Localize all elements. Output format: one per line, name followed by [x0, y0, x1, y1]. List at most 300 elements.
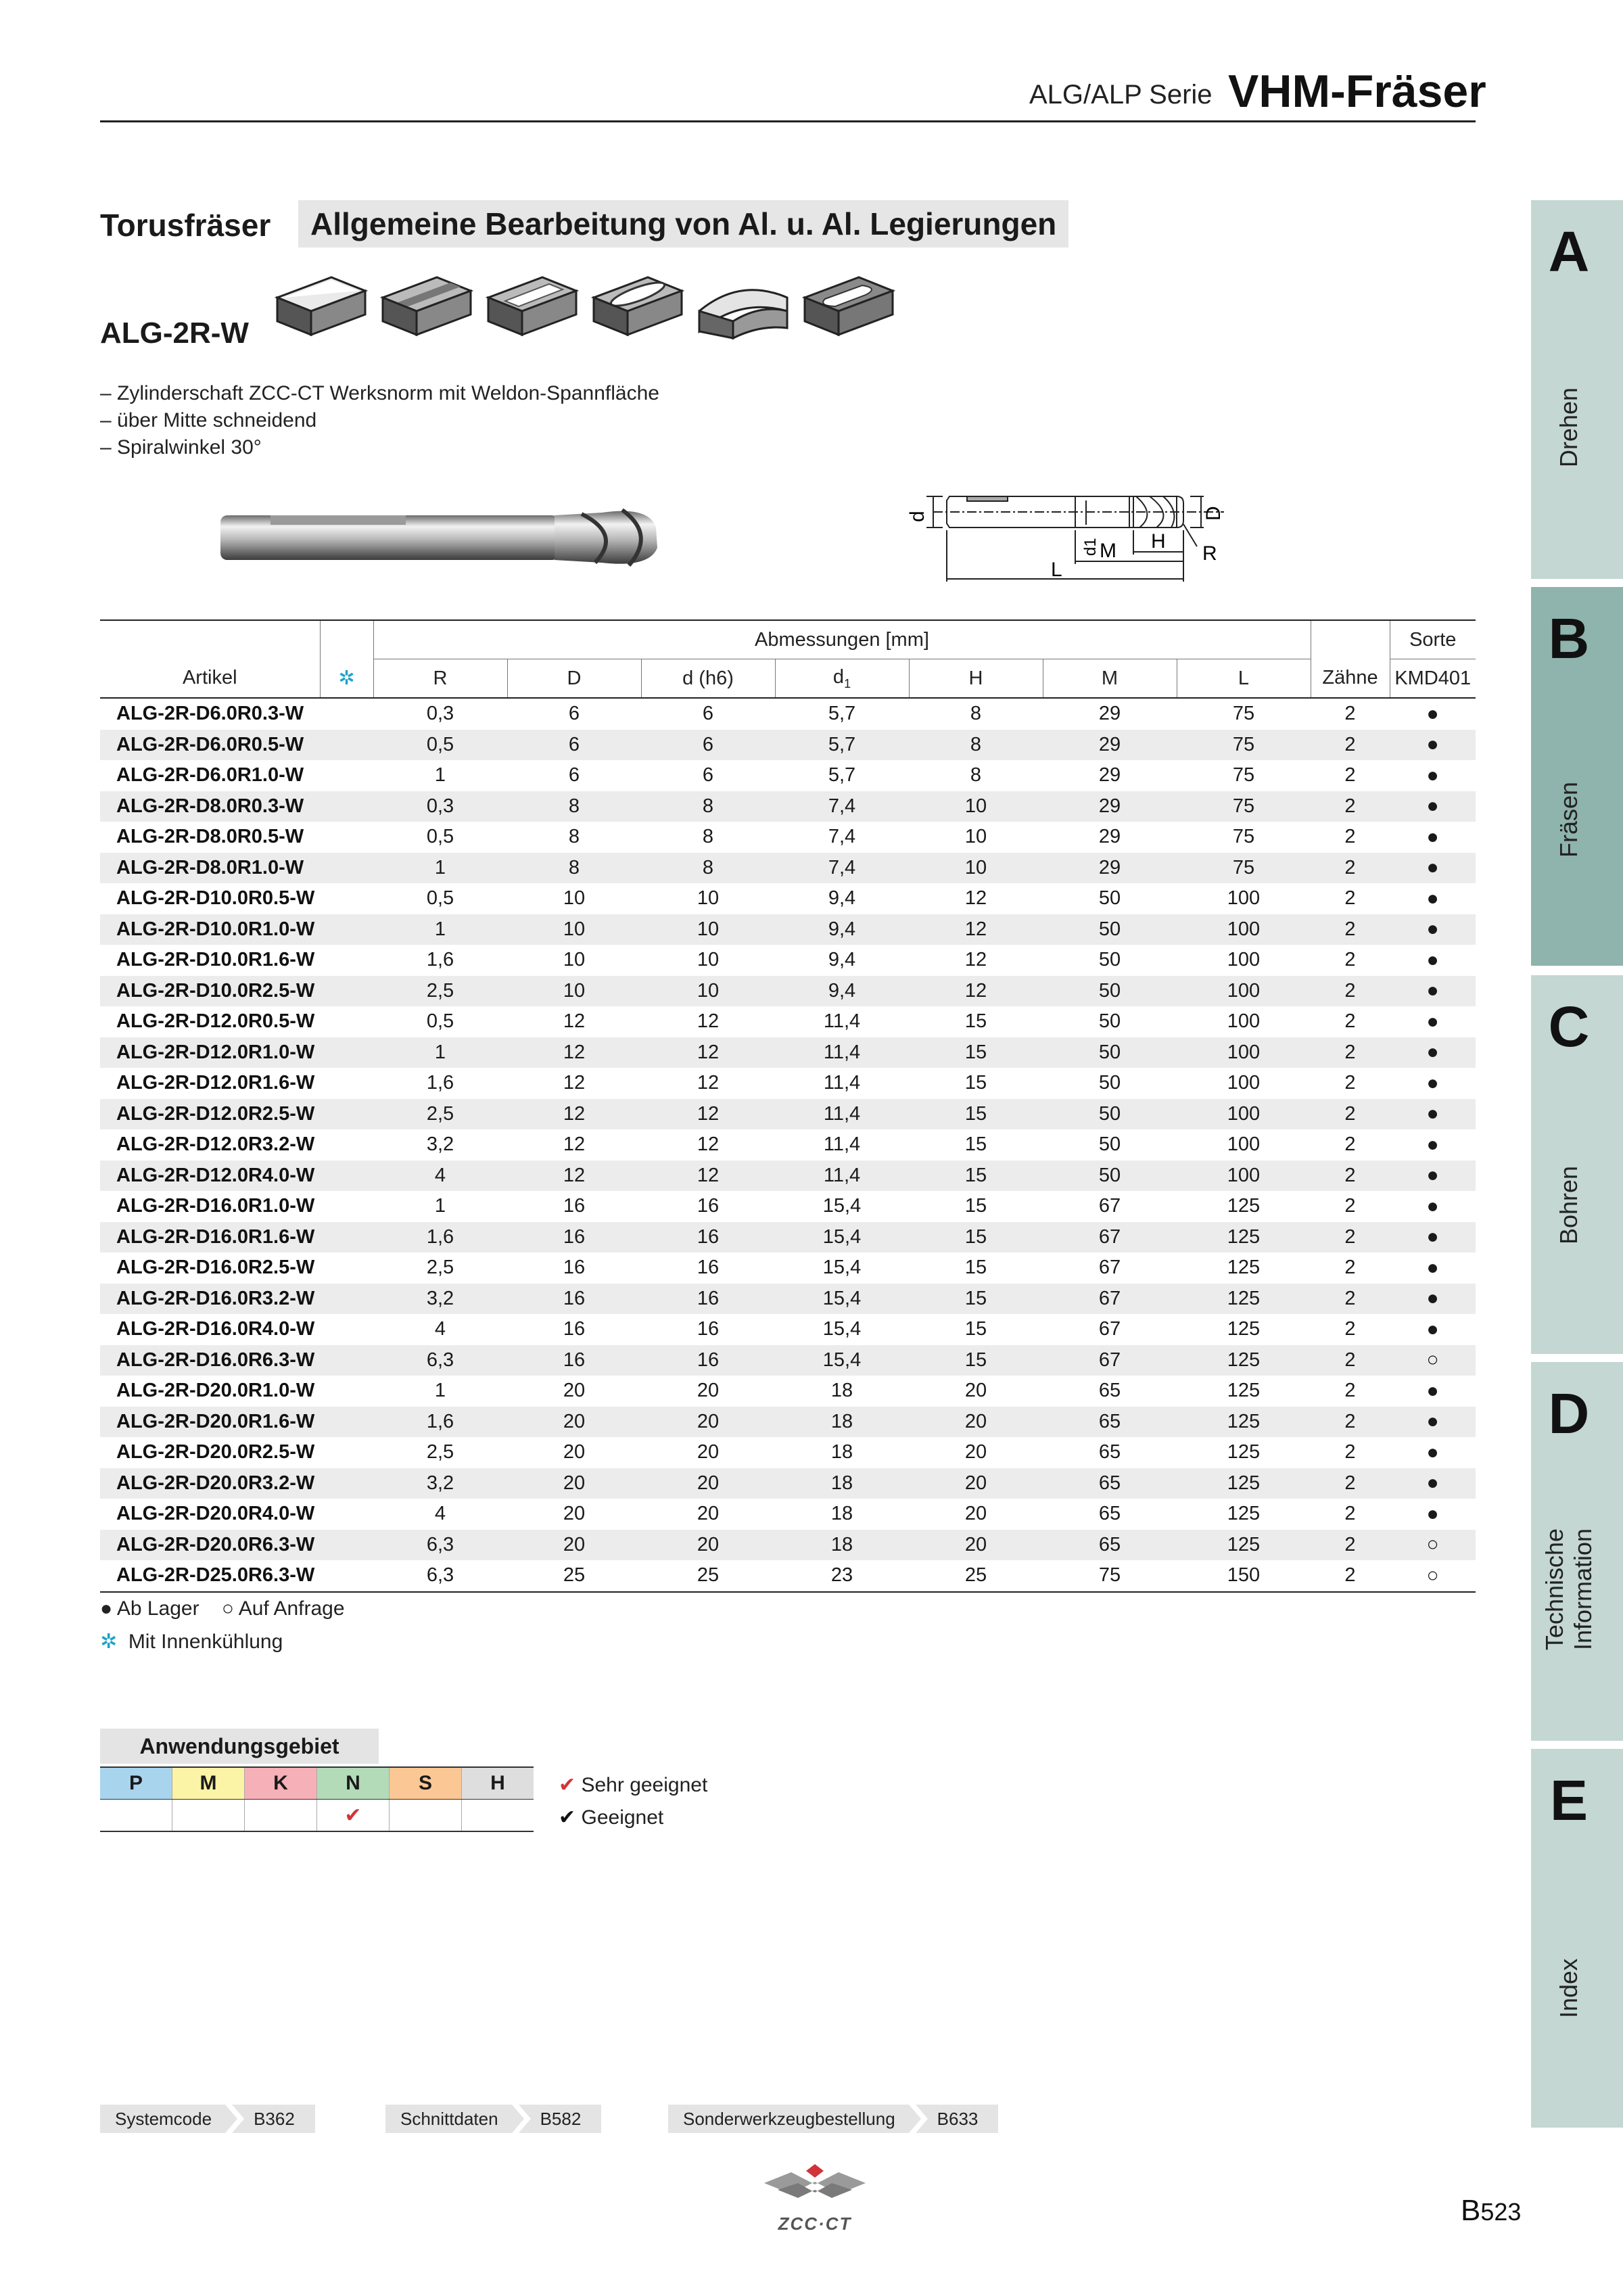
article-code: ALG-2R-D6.0R0.5-W: [100, 730, 320, 761]
column-header-artikel: Artikel: [100, 659, 320, 699]
cell-l: 100: [1177, 1037, 1311, 1069]
cooling-legend: [100, 1630, 283, 1654]
header-spacer: [100, 620, 320, 659]
request-circle-icon: ○: [221, 1597, 235, 1620]
cell-m: 65: [1098, 1441, 1121, 1463]
cell-stock: ●: [1426, 764, 1439, 787]
cell-z: 2: [1344, 826, 1356, 848]
cell-d1: 5,7: [775, 730, 909, 761]
cell-d: 16: [697, 1195, 720, 1217]
ref-sonderwerkzeug[interactable]: [668, 2105, 998, 2133]
cell-h: 10: [909, 791, 1043, 822]
section-subtitle: Allgemeine Bearbeitung von Al. u. Al. Legierungen: [298, 200, 1068, 248]
cell-d: 12: [507, 1161, 641, 1192]
cell-r: 6,3: [373, 1560, 507, 1592]
cell-d1: 18: [775, 1468, 909, 1499]
cell-z: 2: [1311, 1407, 1390, 1438]
cell-d1: 7,4: [775, 853, 909, 884]
product-code: ALG-2R-W: [100, 317, 249, 350]
coolant-cell: [320, 1499, 373, 1530]
cell-r: 2,5: [426, 1441, 454, 1463]
cell-l: 75: [1232, 764, 1255, 787]
article-code: ALG-2R-D16.0R4.0-W: [116, 1318, 315, 1340]
header-rule: [100, 120, 1476, 122]
spec-table-body: [100, 698, 1476, 1592]
table-row: [100, 1099, 1476, 1130]
cell-d1: 15,4: [775, 1345, 909, 1376]
article-code: ALG-2R-D25.0R6.3-W: [100, 1560, 320, 1592]
table-row: [100, 822, 1476, 853]
cell-l: 100: [1177, 1161, 1311, 1192]
tab-label: Drehen: [1555, 387, 1582, 468]
cell-h: 12: [964, 887, 987, 910]
coolant-cell: [320, 1560, 373, 1592]
ref-schnittdaten[interactable]: [385, 2105, 601, 2133]
cell-stock: ●: [1390, 730, 1476, 761]
red-check-icon: ✔: [559, 1774, 576, 1796]
article-code: ALG-2R-D20.0R4.0-W: [116, 1503, 315, 1525]
cell-d: 8: [641, 791, 775, 822]
cell-l: 125: [1227, 1318, 1261, 1340]
cell-stock: ●: [1390, 1284, 1476, 1315]
tab-bohren[interactable]: [1531, 975, 1623, 1354]
cell-d: 8: [702, 826, 714, 848]
cell-d1: 9,4: [775, 914, 909, 945]
cell-d1: 15,4: [822, 1195, 862, 1217]
cell-r: 0,5: [426, 1010, 454, 1033]
spec-table: [100, 619, 1476, 1593]
cell-l: 125: [1177, 1530, 1311, 1561]
cell-m: 50: [1098, 1072, 1121, 1094]
table-row: [100, 1530, 1476, 1561]
cell-d: 8: [641, 853, 775, 884]
article-code: ALG-2R-D16.0R1.0-W: [116, 1195, 315, 1217]
cell-d: 6: [641, 730, 775, 761]
feature-list: [100, 380, 659, 461]
table-row: [100, 1407, 1476, 1438]
material-group-h: H: [462, 1767, 534, 1800]
cell-h: 8: [970, 703, 982, 725]
header-dimensions: Abmessungen [mm]: [373, 620, 1311, 659]
cell-h: 15: [964, 1318, 987, 1340]
cell-d: 16: [563, 1257, 586, 1279]
tab-label: Bohren: [1555, 1165, 1582, 1245]
article-code: ALG-2R-D16.0R2.5-W: [116, 1257, 315, 1279]
cell-d: 12: [641, 1099, 775, 1130]
zcc-ct-logo: [757, 2163, 872, 2234]
table-row: [100, 853, 1476, 884]
cell-h: 8: [970, 764, 982, 787]
article-code: ALG-2R-D12.0R0.5-W: [116, 1010, 315, 1033]
tab-technische-information[interactable]: [1531, 1362, 1623, 1741]
cell-d: 16: [507, 1284, 641, 1315]
cell-m: 29: [1098, 764, 1121, 787]
suitability-n: ✔: [317, 1800, 390, 1832]
page-section-letter: B: [1461, 2194, 1481, 2227]
cell-d: 20: [697, 1441, 720, 1463]
tab-drehen[interactable]: [1531, 200, 1623, 579]
cell-d: 12: [697, 1133, 720, 1156]
cell-d1: 9,4: [828, 949, 856, 971]
table-row: [100, 791, 1476, 822]
dim-label-l: L: [1051, 559, 1062, 581]
cell-r: 3,2: [373, 1468, 507, 1499]
coolant-cell: [320, 976, 373, 1007]
cell-r: 0,3: [426, 703, 454, 725]
cell-h: 10: [964, 826, 987, 848]
cell-d: 10: [507, 914, 641, 945]
page-number-value: 523: [1480, 2198, 1522, 2226]
cell-stock: ●: [1390, 914, 1476, 945]
tab-label: Fräsen: [1555, 781, 1582, 858]
table-row: [100, 1345, 1476, 1376]
coolant-cell: [320, 1284, 373, 1315]
cell-d: 6: [702, 703, 714, 725]
cell-h: 15: [909, 1161, 1043, 1192]
cell-d: 16: [563, 1195, 586, 1217]
cell-z: 2: [1344, 1503, 1356, 1525]
cell-d: 20: [641, 1530, 775, 1561]
cell-m: 50: [1043, 976, 1177, 1007]
cell-stock: ●: [1426, 1133, 1439, 1156]
dim-label-h: H: [1151, 530, 1166, 553]
cell-l: 100: [1177, 1099, 1311, 1130]
cell-z: 2: [1311, 976, 1390, 1007]
legend-suitable-label: Geeignet: [581, 1806, 664, 1829]
cell-stock: ●: [1390, 791, 1476, 822]
article-code: ALG-2R-D20.0R6.3-W: [100, 1530, 320, 1561]
coolant-cell: [320, 760, 373, 791]
cell-d: 12: [507, 1037, 641, 1069]
cell-z: 2: [1344, 1195, 1356, 1217]
cell-h: 20: [909, 1407, 1043, 1438]
ref-label: Schnittdaten: [400, 2108, 498, 2129]
cell-d1: 11,4: [775, 1037, 909, 1069]
table-row: [100, 914, 1476, 945]
cell-r: 1: [434, 1380, 446, 1402]
cell-d: 16: [507, 1222, 641, 1253]
table-row: [100, 1161, 1476, 1192]
cell-d1: 23: [775, 1560, 909, 1592]
shape-slot-icon: [481, 271, 583, 352]
cell-h: 12: [909, 976, 1043, 1007]
cell-h: 15: [964, 1072, 987, 1094]
page-number: [1461, 2194, 1521, 2228]
dim-label-m: M: [1100, 540, 1116, 562]
tab-letter: C: [1548, 995, 1590, 1058]
cell-m: 65: [1043, 1468, 1177, 1499]
cell-d: 12: [641, 1037, 775, 1069]
cell-d: 16: [697, 1257, 720, 1279]
cell-z: 2: [1311, 1222, 1390, 1253]
cell-stock: ○: [1390, 1530, 1476, 1561]
coolant-cell: [320, 1191, 373, 1222]
chevron-right-icon: [909, 2105, 928, 2133]
cell-m: 67: [1098, 1318, 1121, 1340]
cell-r: 6,3: [373, 1345, 507, 1376]
cell-d: 10: [697, 949, 720, 971]
ref-page: B582: [540, 2108, 582, 2129]
cell-z: 2: [1344, 1318, 1356, 1340]
cell-d1: 18: [830, 1503, 853, 1525]
cell-l: 125: [1227, 1380, 1261, 1402]
cell-stock: ●: [1390, 976, 1476, 1007]
cell-d: 10: [563, 887, 586, 910]
chevron-right-icon: [225, 2105, 244, 2133]
coolant-cell: [320, 945, 373, 976]
coolant-cell: [320, 883, 373, 914]
header-spacer: [320, 620, 373, 659]
cell-z: 2: [1344, 1133, 1356, 1156]
article-code: ALG-2R-D16.0R6.3-W: [100, 1345, 320, 1376]
chevron-right-icon: [512, 2105, 531, 2133]
cell-d1: 15,4: [822, 1257, 862, 1279]
cell-l: 125: [1227, 1503, 1261, 1525]
cell-l: 125: [1177, 1407, 1311, 1438]
cell-h: 15: [964, 1257, 987, 1279]
cell-r: 2,5: [373, 976, 507, 1007]
cell-stock: ●: [1390, 853, 1476, 884]
shape-pocket-icon: [587, 271, 688, 352]
cooling-legend-label: Mit Innenkühlung: [128, 1631, 283, 1653]
material-group-n: N: [317, 1767, 390, 1800]
cell-stock: ●: [1426, 1502, 1439, 1525]
article-code: ALG-2R-D20.0R2.5-W: [116, 1441, 315, 1463]
application-table: [100, 1766, 534, 1832]
table-row: [100, 1376, 1476, 1407]
cell-stock: ●: [1390, 1407, 1476, 1438]
cell-d: 8: [507, 791, 641, 822]
dim-label-d1: d1: [1081, 538, 1100, 556]
request-legend-label: Auf Anfrage: [238, 1597, 345, 1620]
cell-h: 20: [964, 1441, 987, 1463]
cell-stock: ●: [1426, 1379, 1439, 1402]
cell-m: 29: [1043, 853, 1177, 884]
cell-r: 1: [434, 1195, 446, 1217]
article-code: ALG-2R-D10.0R1.0-W: [100, 914, 320, 945]
cell-m: 50: [1043, 1161, 1177, 1192]
cell-z: 2: [1344, 703, 1356, 725]
coolant-cell: [320, 1407, 373, 1438]
tool-photo-image: [216, 500, 663, 575]
cell-l: 75: [1177, 791, 1311, 822]
table-row: [100, 1560, 1476, 1592]
article-code: ALG-2R-D6.0R1.0-W: [116, 764, 304, 787]
cell-m: 50: [1098, 887, 1121, 910]
cell-r: 3,2: [373, 1284, 507, 1315]
table-row: [100, 1437, 1476, 1468]
coolant-cell: [320, 1161, 373, 1192]
ref-page: B362: [254, 2108, 295, 2129]
cell-z: 2: [1344, 949, 1356, 971]
material-group-m: M: [172, 1767, 245, 1800]
page-title: VHM-Fräser: [1228, 66, 1486, 117]
table-row: [100, 1037, 1476, 1069]
coolant-legend-icon: ✲: [100, 1631, 118, 1653]
cell-l: 75: [1177, 853, 1311, 884]
cell-z: 2: [1344, 1257, 1356, 1279]
cell-stock: ●: [1390, 1468, 1476, 1499]
cell-d: 6: [702, 764, 714, 787]
cell-h: 15: [909, 1037, 1043, 1069]
column-header-r: R: [373, 659, 507, 699]
cell-l: 100: [1227, 1010, 1261, 1033]
shape-block-icon: [270, 271, 372, 352]
cell-m: 67: [1043, 1222, 1177, 1253]
cell-stock: ●: [1390, 1222, 1476, 1253]
application-title: Anwendungsgebiet: [100, 1729, 379, 1764]
coolant-cell: [320, 1037, 373, 1069]
cell-r: 4: [434, 1503, 446, 1525]
cell-r: 1,6: [373, 1222, 507, 1253]
cell-stock: ●: [1390, 1099, 1476, 1130]
cell-d: 12: [507, 1099, 641, 1130]
cell-l: 125: [1177, 1345, 1311, 1376]
cell-l: 125: [1177, 1222, 1311, 1253]
shape-step-icon: [376, 271, 477, 352]
cell-h: 15: [909, 1345, 1043, 1376]
feature-item: – über Mitte schneidend: [100, 409, 317, 431]
cell-d: 20: [507, 1407, 641, 1438]
tab-index[interactable]: [1531, 1749, 1623, 2128]
coolant-cell: [320, 730, 373, 761]
ref-page: B633: [937, 2108, 979, 2129]
cell-d1: 7,4: [775, 791, 909, 822]
column-header-d-shank: d (h6): [641, 659, 775, 699]
cell-stock: ●: [1426, 825, 1439, 848]
ref-systemcode[interactable]: [100, 2105, 315, 2133]
cell-d1: 5,7: [828, 764, 856, 787]
article-code: ALG-2R-D10.0R0.5-W: [116, 887, 315, 910]
d1-symbol: d: [832, 665, 845, 688]
cell-h: 10: [909, 853, 1043, 884]
cell-d: 16: [563, 1318, 586, 1340]
article-code: ALG-2R-D12.0R3.2-W: [116, 1133, 315, 1156]
cell-z: 2: [1311, 1284, 1390, 1315]
suitability-p: [100, 1800, 172, 1832]
column-header-h: H: [909, 659, 1043, 699]
coolant-cell: [320, 1129, 373, 1161]
table-row: [100, 1129, 1476, 1161]
cell-m: 50: [1043, 914, 1177, 945]
column-header-d-outer: D: [507, 659, 641, 699]
cell-stock: ●: [1426, 702, 1439, 725]
cell-r: 0,5: [373, 730, 507, 761]
cell-m: 67: [1098, 1257, 1121, 1279]
cell-stock: ●: [1426, 1071, 1439, 1094]
cell-d: 16: [641, 1222, 775, 1253]
cell-d1: 18: [830, 1380, 853, 1402]
stock-legend: [100, 1597, 345, 1620]
article-code: ALG-2R-D8.0R0.3-W: [100, 791, 320, 822]
cell-d: 16: [507, 1345, 641, 1376]
feature-item: – Spiralwinkel 30°: [100, 436, 262, 459]
table-row: [100, 1222, 1476, 1253]
article-code: ALG-2R-D12.0R4.0-W: [100, 1161, 320, 1192]
cell-l: 100: [1177, 914, 1311, 945]
cell-l: 100: [1227, 1072, 1261, 1094]
table-row: [100, 1252, 1476, 1284]
cell-d1: 7,4: [828, 826, 856, 848]
suitability-h: [462, 1800, 534, 1832]
article-code: ALG-2R-D20.0R1.0-W: [116, 1380, 315, 1402]
tab-label: Index: [1555, 1958, 1582, 2019]
cell-d: 20: [563, 1380, 586, 1402]
cell-d: 12: [563, 1010, 586, 1033]
cell-d1: 9,4: [828, 887, 856, 910]
table-row: [100, 1499, 1476, 1530]
coolant-cell: [320, 1222, 373, 1253]
cell-d1: 15,4: [822, 1318, 862, 1340]
cell-h: 20: [909, 1468, 1043, 1499]
article-code: ALG-2R-D8.0R0.5-W: [116, 826, 304, 848]
article-code: ALG-2R-D12.0R1.0-W: [100, 1037, 320, 1069]
cell-d: 12: [563, 1133, 586, 1156]
cell-m: 29: [1098, 826, 1121, 848]
dim-label-d: d: [906, 511, 928, 522]
cell-h: 20: [964, 1380, 987, 1402]
coolant-cell: [320, 822, 373, 853]
cell-stock: ○: [1390, 1560, 1476, 1592]
table-row: [100, 1068, 1476, 1099]
cell-d: 20: [507, 1468, 641, 1499]
cell-r: 2,5: [426, 1257, 454, 1279]
cell-r: 1,6: [426, 949, 454, 971]
tab-letter: D: [1548, 1382, 1590, 1445]
cell-r: 4: [434, 1318, 446, 1340]
cell-l: 100: [1227, 887, 1261, 910]
article-code: ALG-2R-D20.0R1.6-W: [100, 1407, 320, 1438]
cell-z: 2: [1311, 791, 1390, 822]
cell-m: 50: [1043, 1099, 1177, 1130]
cell-l: 125: [1177, 1468, 1311, 1499]
cell-m: 50: [1043, 1037, 1177, 1069]
tool-dimension-drawing: [906, 487, 1258, 595]
cell-d: 12: [697, 1010, 720, 1033]
stock-dot-icon: ●: [100, 1597, 113, 1620]
table-row: [100, 883, 1476, 914]
application-legend: [559, 1769, 707, 1834]
cell-m: 65: [1098, 1503, 1121, 1525]
coolant-cell: [320, 853, 373, 884]
column-header-m: M: [1043, 659, 1177, 699]
cell-stock: ●: [1390, 1037, 1476, 1069]
suitability-s: [390, 1800, 462, 1832]
cell-m: 50: [1098, 1133, 1121, 1156]
tab-fraesen[interactable]: [1531, 587, 1623, 966]
cell-z: 2: [1344, 764, 1356, 787]
cell-m: 67: [1098, 1195, 1121, 1217]
cell-r: 3,2: [426, 1133, 454, 1156]
suitability-k: [245, 1800, 317, 1832]
cell-d: 16: [641, 1284, 775, 1315]
cell-h: 15: [964, 1010, 987, 1033]
shape-profile-icon: [692, 271, 794, 352]
cell-d1: 5,7: [828, 703, 856, 725]
header-spacer: [1311, 620, 1390, 659]
cell-d1: 9,4: [775, 976, 909, 1007]
cell-d1: 11,4: [775, 1099, 909, 1130]
article-code: ALG-2R-D10.0R1.6-W: [116, 949, 315, 971]
cell-d: 6: [507, 730, 641, 761]
cell-d: 20: [563, 1503, 586, 1525]
cell-d: 8: [568, 826, 580, 848]
table-row: [100, 945, 1476, 976]
cell-z: 2: [1311, 914, 1390, 945]
coolant-cell: [320, 1468, 373, 1499]
cell-m: 67: [1043, 1345, 1177, 1376]
cell-d1: 11,4: [775, 1161, 909, 1192]
